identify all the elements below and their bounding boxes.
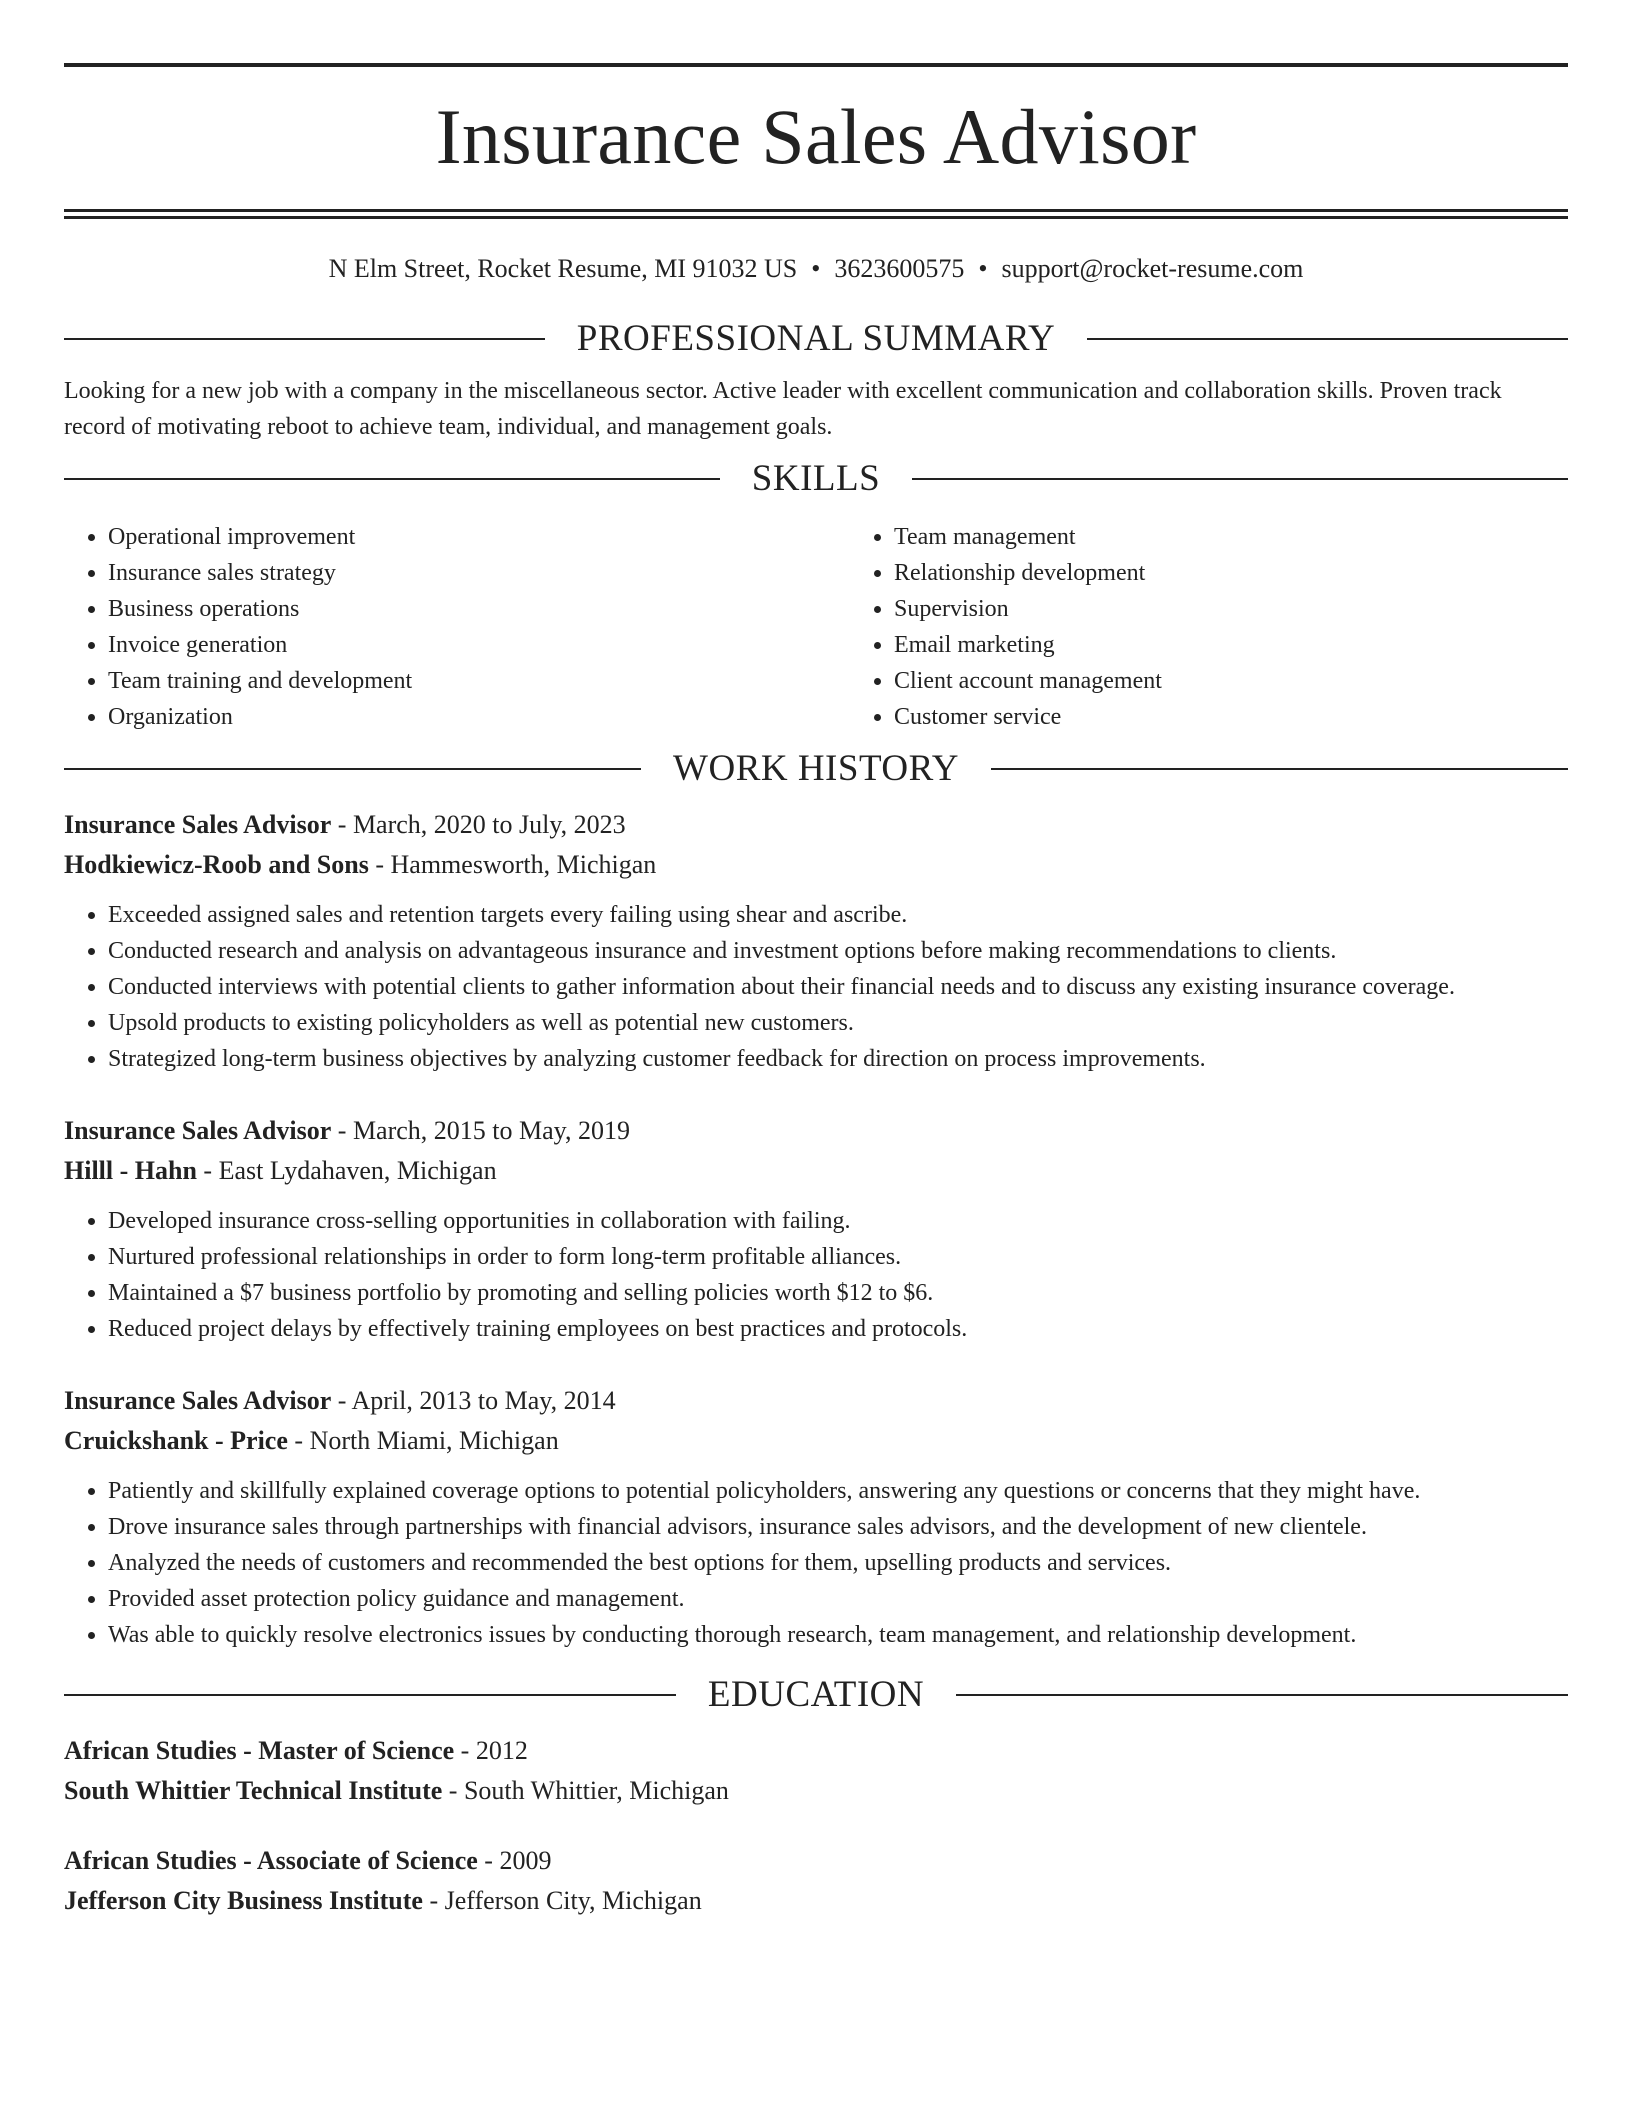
job-bullet: • Drove insurance sales through partnerships with financial advisors, insurance sales advisors, and the development of new clientele. bbox=[108, 1509, 1568, 1545]
section-rule-right bbox=[956, 1694, 1568, 1696]
education-school: Jefferson City Business Institute bbox=[64, 1886, 423, 1915]
dash: - bbox=[287, 1426, 310, 1455]
section-rule-left bbox=[64, 478, 720, 480]
education-degree-line bbox=[64, 1731, 1568, 1771]
summary-heading: PROFESSIONAL SUMMARY bbox=[576, 318, 1056, 359]
job-entry bbox=[64, 1111, 1568, 1347]
summary-section-header bbox=[64, 317, 1568, 361]
job-location: East Lydahaven, Michigan bbox=[218, 1156, 497, 1185]
top-rule bbox=[64, 63, 1568, 67]
education-year: 2009 bbox=[499, 1846, 552, 1875]
dash: - bbox=[196, 1156, 219, 1185]
section-rule-right bbox=[1087, 338, 1568, 340]
job-bullet: • Upsold products to existing policyholders as well as potential new customers. bbox=[108, 1005, 1568, 1041]
skill-item: • Team management bbox=[894, 519, 1568, 555]
education-year: 2012 bbox=[475, 1736, 528, 1765]
job-bullets bbox=[64, 1473, 1568, 1653]
education-entry bbox=[64, 1731, 1568, 1811]
section-rule-right bbox=[912, 478, 1568, 480]
skill-item: • Customer service bbox=[894, 699, 1568, 735]
job-bullet: • Maintained a $7 business portfolio by promoting and selling policies worth $12 to $6. bbox=[108, 1275, 1568, 1311]
education-entry bbox=[64, 1841, 1568, 1921]
education-school-line bbox=[64, 1881, 1568, 1921]
job-entry bbox=[64, 805, 1568, 1077]
job-company-line bbox=[64, 1421, 1568, 1461]
job-title: Insurance Sales Advisor bbox=[64, 810, 332, 839]
education-location: South Whittier, Michigan bbox=[463, 1776, 729, 1805]
section-rule-right bbox=[991, 768, 1568, 770]
job-bullets bbox=[64, 1203, 1568, 1347]
job-title: Insurance Sales Advisor bbox=[64, 1116, 332, 1145]
section-rule-left bbox=[64, 338, 545, 340]
contact-email[interactable]: support@rocket-resume.com bbox=[1001, 254, 1304, 283]
education-location: Jefferson City, Michigan bbox=[444, 1886, 702, 1915]
skill-item: • Team training and development bbox=[108, 663, 850, 699]
skill-item: • Relationship development bbox=[894, 555, 1568, 591]
job-bullet: • Provided asset protection policy guidance and management. bbox=[108, 1581, 1568, 1617]
job-bullets bbox=[64, 897, 1568, 1077]
contact-line bbox=[64, 253, 1568, 285]
job-location: North Miami, Michigan bbox=[309, 1426, 559, 1455]
dash: - bbox=[442, 1776, 464, 1805]
job-bullet: • Reduced project delays by effectively training employees on best practices and protocols. bbox=[108, 1311, 1568, 1347]
skill-item: • Invoice generation bbox=[108, 627, 850, 663]
skills-section-header bbox=[64, 457, 1568, 501]
section-rule-left bbox=[64, 1694, 676, 1696]
education-degree: African Studies - Master of Science bbox=[64, 1736, 455, 1765]
dash: - bbox=[454, 1736, 476, 1765]
skill-item: • Email marketing bbox=[894, 627, 1568, 663]
job-title-line bbox=[64, 1381, 1568, 1421]
skills-heading: SKILLS bbox=[751, 458, 881, 499]
skills-list-left bbox=[64, 519, 850, 735]
job-bullet: • Patiently and skillfully explained coverage options to potential policyholders, answering any questions or concerns that they might have. bbox=[108, 1473, 1568, 1509]
job-location: Hammesworth, Michigan bbox=[390, 850, 657, 879]
education-heading: EDUCATION bbox=[707, 1674, 925, 1715]
job-dates: April, 2013 to May, 2014 bbox=[351, 1386, 616, 1415]
job-bullet: • Developed insurance cross-selling opportunities in collaboration with failing. bbox=[108, 1203, 1568, 1239]
job-bullet: • Conducted research and analysis on advantageous insurance and investment options before making recommendations to clients. bbox=[108, 933, 1568, 969]
contact-separator: • bbox=[978, 254, 988, 283]
skill-item: • Business operations bbox=[108, 591, 850, 627]
job-title: Insurance Sales Advisor bbox=[64, 1386, 332, 1415]
dash: - bbox=[422, 1886, 445, 1915]
dash: - bbox=[368, 850, 391, 879]
job-company: Hilll - Hahn bbox=[64, 1156, 197, 1185]
job-dates: March, 2020 to July, 2023 bbox=[352, 810, 626, 839]
job-bullet: • Was able to quickly resolve electronics issues by conducting thorough research, team management, and relationship development. bbox=[108, 1617, 1568, 1653]
education-degree: African Studies - Associate of Science bbox=[64, 1846, 478, 1875]
work-section-header bbox=[64, 747, 1568, 791]
education-section-header bbox=[64, 1673, 1568, 1717]
job-bullet: • Exceeded assigned sales and retention targets every failing using shear and ascribe. bbox=[108, 897, 1568, 933]
header-double-rule bbox=[64, 209, 1568, 219]
dash: - bbox=[477, 1846, 500, 1875]
summary-text: Looking for a new job with a company in the miscellaneous sector. Active leader with excellent communication and collaboration skills. Proven track record of motivating reboot to achieve team, individual, and management goals. bbox=[64, 378, 1502, 440]
section-rule-left bbox=[64, 768, 641, 770]
contact-phone: 3623600575 bbox=[834, 254, 965, 283]
education-school: South Whittier Technical Institute bbox=[64, 1776, 443, 1805]
dash: - bbox=[331, 1386, 352, 1415]
job-dates: March, 2015 to May, 2019 bbox=[352, 1116, 630, 1145]
job-company: Hodkiewicz-Roob and Sons bbox=[64, 850, 369, 879]
job-company-line bbox=[64, 1151, 1568, 1191]
skill-item: • Organization bbox=[108, 699, 850, 735]
contact-separator: • bbox=[811, 254, 821, 283]
skill-item: • Operational improvement bbox=[108, 519, 850, 555]
work-heading: WORK HISTORY bbox=[673, 748, 959, 789]
skill-item: • Client account management bbox=[894, 663, 1568, 699]
dash: - bbox=[331, 810, 353, 839]
job-bullet: • Nurtured professional relationships in order to form long-term profitable alliances. bbox=[108, 1239, 1568, 1275]
skill-item: • Supervision bbox=[894, 591, 1568, 627]
contact-address: N Elm Street, Rocket Resume, MI 91032 US bbox=[328, 254, 798, 283]
job-entry bbox=[64, 1381, 1568, 1653]
education-degree-line bbox=[64, 1841, 1568, 1881]
job-bullet: • Analyzed the needs of customers and recommended the best options for them, upselling products and services. bbox=[108, 1545, 1568, 1581]
job-company: Cruickshank - Price bbox=[64, 1426, 288, 1455]
job-bullet: • Strategized long-term business objectives by analyzing customer feedback for direction on process improvements. bbox=[108, 1041, 1568, 1077]
skills-list-right bbox=[850, 519, 1568, 735]
skills-columns bbox=[64, 519, 1568, 735]
dash: - bbox=[331, 1116, 353, 1145]
education-school-line bbox=[64, 1771, 1568, 1811]
job-bullet: • Conducted interviews with potential clients to gather information about their financial needs and to discuss any existing insurance coverage. bbox=[108, 969, 1568, 1005]
skill-item: • Insurance sales strategy bbox=[108, 555, 850, 591]
job-title-line bbox=[64, 805, 1568, 845]
candidate-name: Insurance Sales Advisor bbox=[435, 93, 1197, 180]
job-title-line bbox=[64, 1111, 1568, 1151]
job-company-line bbox=[64, 845, 1568, 885]
